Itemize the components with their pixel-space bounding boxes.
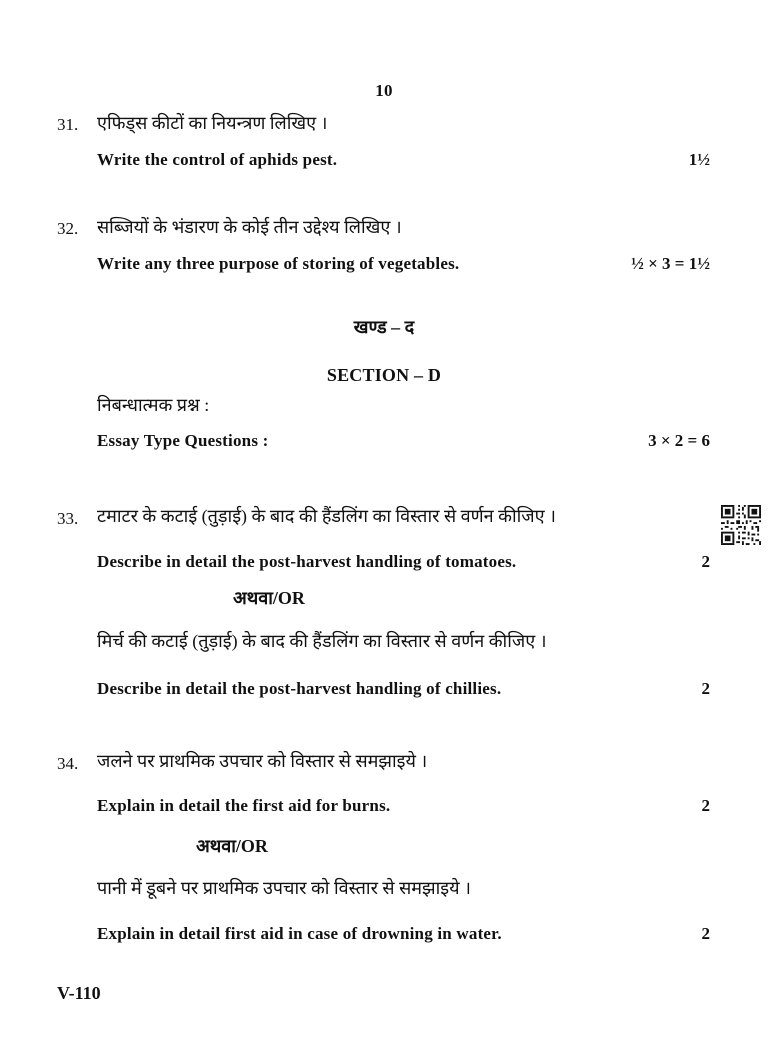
question-33-marks: 2 — [701, 552, 710, 571]
question-33-or-label: अथवा/OR — [233, 588, 305, 608]
question-31-marks: 1½ — [688, 150, 710, 169]
section-type-english: Essay Type Questions : — [97, 431, 269, 450]
question-34-number: 34. — [57, 754, 79, 773]
section-heading-hindi: खण्ड – द — [353, 317, 415, 337]
question-34-english: Explain in detail the first aid for burns. — [97, 796, 391, 815]
question-34-alt-english: Explain in detail first aid in case of drowning in water. — [97, 924, 502, 943]
section-heading-english: SECTION – D — [326, 365, 442, 385]
question-32-hindi: सब्जियों के भंडारण के कोई तीन उद्देश्य लिखिए । — [97, 217, 402, 237]
section-marks: 3 × 2 = 6 — [648, 431, 710, 450]
question-32-english: Write any three purpose of storing of vegetables. — [97, 254, 460, 273]
question-31-english: Write the control of aphids pest. — [97, 150, 338, 169]
question-33-number: 33. — [57, 509, 79, 528]
section-type-hindi: निबन्धात्मक प्रश्न : — [97, 395, 210, 415]
question-33-alt-english: Describe in detail the post-harvest handling of chillies. — [97, 679, 502, 698]
question-34-or-label: अथवा/OR — [196, 836, 268, 856]
question-34-marks: 2 — [701, 796, 710, 815]
question-32-number: 32. — [57, 219, 79, 238]
paper-code: V-110 — [57, 983, 101, 1003]
question-34-alt-marks: 2 — [701, 924, 710, 943]
page-number: 10 — [375, 81, 393, 100]
question-34-alt-hindi: पानी में डूबने पर प्राथमिक उपचार को विस्तार से समझाइये । — [97, 878, 471, 898]
question-34-hindi: जलने पर प्राथमिक उपचार को विस्तार से समझाइये । — [97, 751, 428, 771]
qr-code-icon — [721, 504, 761, 546]
question-33-alt-marks: 2 — [701, 679, 710, 698]
question-31-number: 31. — [57, 115, 79, 134]
question-33-english: Describe in detail the post-harvest handling of tomatoes. — [97, 552, 517, 571]
question-31-hindi: एफिड्स कीटों का नियन्त्रण लिखिए । — [97, 113, 328, 133]
question-32-marks: ½ × 3 = 1½ — [631, 254, 710, 273]
question-33-hindi: टमाटर के कटाई (तुड़ाई) के बाद की हैंडलिंग का विस्तार से वर्णन कीजिए । — [97, 506, 556, 526]
question-33-alt-hindi: मिर्च की कटाई (तुड़ाई) के बाद की हैंडलिंग का विस्तार से वर्णन कीजिए । — [97, 631, 547, 651]
